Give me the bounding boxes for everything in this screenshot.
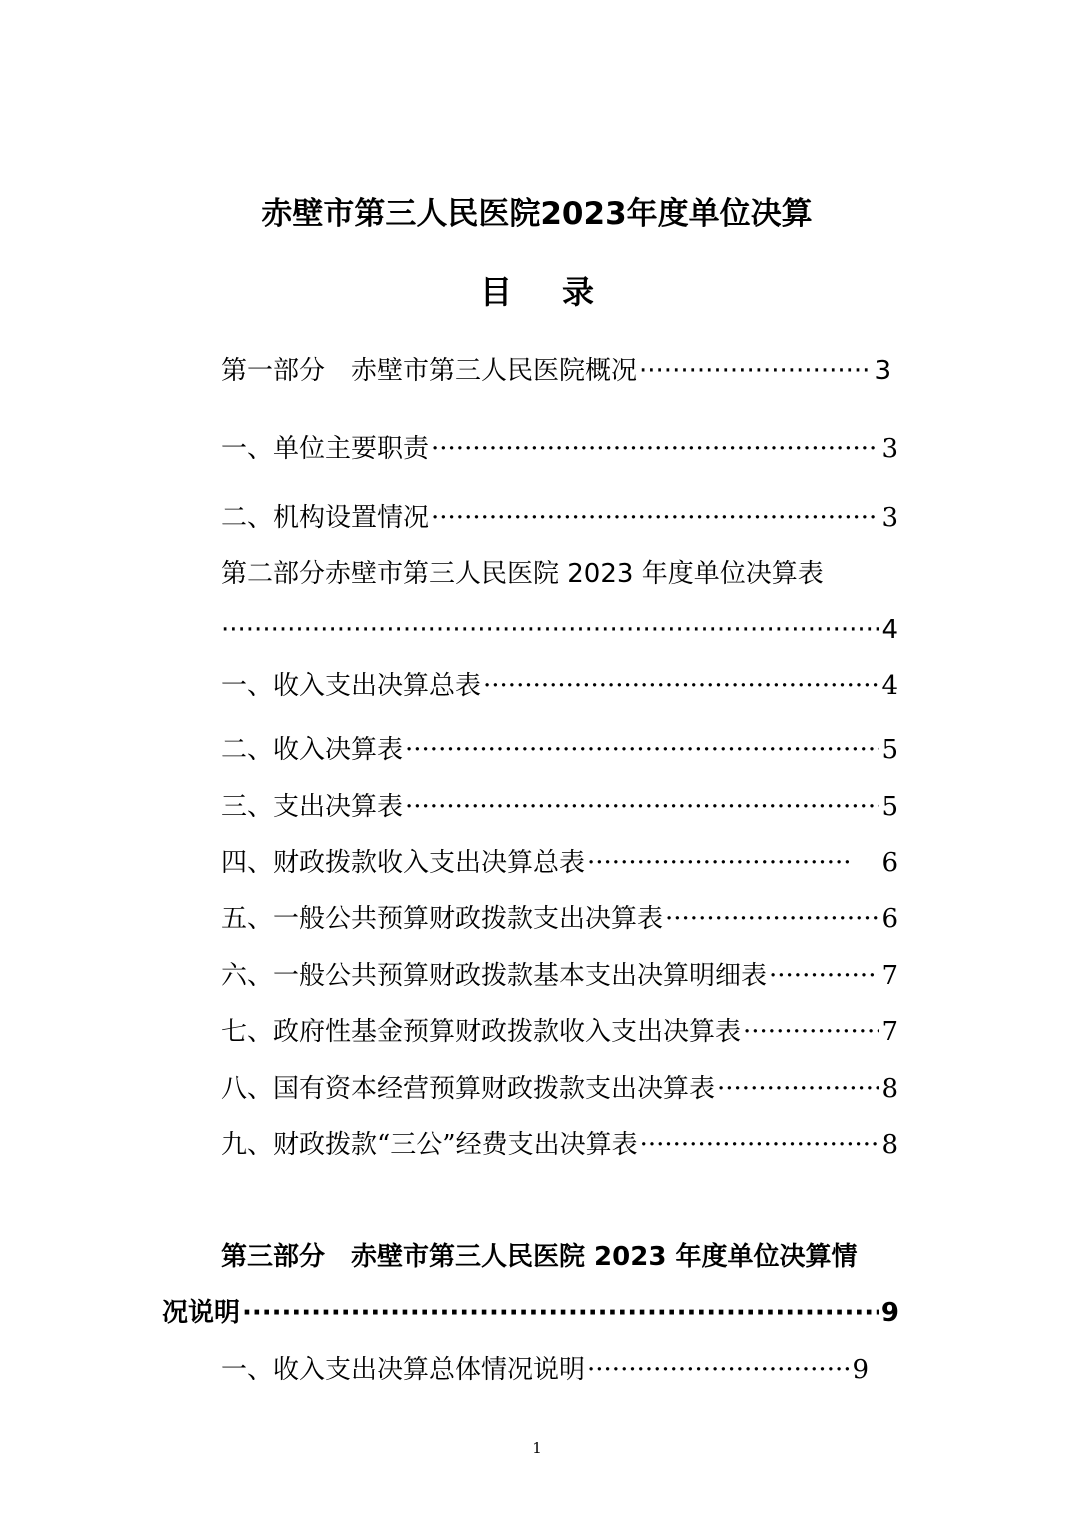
toc-entry-item[interactable] <box>221 673 898 699</box>
toc-page-number: 5 <box>881 792 898 822</box>
toc-entry-label: 二、机构设置情况 <box>221 503 430 533</box>
toc-entry-item[interactable] <box>221 737 898 763</box>
toc-leader-dots <box>640 1132 880 1158</box>
toc-entry-label: 况说明 <box>162 1298 241 1328</box>
toc-entry-item[interactable] <box>221 505 898 531</box>
toc-entry-label: 五、一般公共预算财政拨款支出决算表 <box>221 904 664 934</box>
toc-leader-dots <box>665 906 879 932</box>
toc-page-number: 3 <box>874 356 891 386</box>
toc-entry-item[interactable] <box>221 850 898 876</box>
toc-entry-label: 一、收入支出决算总体情况说明 <box>221 1355 586 1385</box>
toc-entry-item[interactable] <box>221 963 898 989</box>
toc-entry-label: 九、财政拨款“三公”经费支出决算表 <box>221 1130 638 1160</box>
toc-heading: 目录 <box>479 273 644 311</box>
toc-leader-dots <box>483 673 879 699</box>
toc-leader-dots <box>405 794 879 820</box>
toc-page-number: 3 <box>881 503 898 533</box>
toc-page-number: 9 <box>880 1298 899 1328</box>
toc-entry-item[interactable] <box>221 1076 898 1102</box>
toc-page-number: 9 <box>852 1355 869 1385</box>
toc-entry-label: 第一部分 赤壁市第三人民医院概况 <box>221 356 638 386</box>
toc-leader-dots <box>431 436 879 462</box>
toc-entry-label: 三、支出决算表 <box>221 792 404 822</box>
toc-entry-item[interactable] <box>221 436 898 462</box>
toc-page-number: 3 <box>881 434 898 464</box>
toc-entry-part3-leader[interactable] <box>162 1300 899 1326</box>
toc-leader-dots <box>743 1019 879 1045</box>
toc-entry-item[interactable] <box>221 794 898 820</box>
toc-entry-label: 四、财政拨款收入支出决算总表 <box>221 848 586 878</box>
toc-entry-label: 七、政府性基金预算财政拨款收入支出决算表 <box>221 1017 742 1047</box>
toc-page-number: 4 <box>881 615 898 645</box>
toc-leader-dots <box>587 850 851 876</box>
toc-entry-label: 六、一般公共预算财政拨款基本支出决算明细表 <box>221 961 768 991</box>
toc-entry-part3-label[interactable]: 第三部分 赤壁市第三人民医院 2023 年度单位决算情 <box>221 1242 858 1272</box>
toc-page-number: 6 <box>881 904 898 934</box>
toc-entry-item[interactable] <box>221 906 898 932</box>
toc-entry-part2-leader[interactable] <box>221 617 898 643</box>
toc-page-number: 4 <box>881 671 898 701</box>
document-title: 赤壁市第三人民医院2023年度单位决算 <box>261 196 813 232</box>
toc-entry-part2-label[interactable]: 第二部分赤壁市第三人民医院 2023 年度单位决算表 <box>221 559 824 589</box>
toc-leader-dots <box>639 358 872 384</box>
toc-page-number: 7 <box>881 1017 898 1047</box>
toc-page-number: 6 <box>881 848 898 878</box>
toc-page-number: 5 <box>881 735 898 765</box>
toc-leader-dots <box>769 963 879 989</box>
toc-entry-label: 一、收入支出决算总表 <box>221 671 482 701</box>
toc-entry-item[interactable] <box>221 1019 898 1045</box>
toc-entry-label: 八、国有资本经营预算财政拨款支出决算表 <box>221 1074 716 1104</box>
toc-page-number: 8 <box>881 1074 898 1104</box>
toc-leader-dots <box>405 737 879 763</box>
toc-entry-part1[interactable] <box>221 358 891 384</box>
toc-entry-item[interactable] <box>221 1132 898 1158</box>
toc-leader-dots <box>221 617 879 643</box>
toc-page-number: 7 <box>881 961 898 991</box>
toc-leader-dots <box>242 1300 879 1326</box>
toc-entry-label: 一、单位主要职责 <box>221 434 430 464</box>
page-number-footer: 1 <box>532 1439 542 1457</box>
toc-entry-label: 二、收入决算表 <box>221 735 404 765</box>
toc-leader-dots <box>431 505 879 531</box>
toc-leader-dots <box>587 1357 850 1383</box>
toc-entry-item[interactable] <box>221 1357 869 1383</box>
toc-page-number: 8 <box>881 1130 898 1160</box>
toc-leader-dots <box>717 1076 879 1102</box>
